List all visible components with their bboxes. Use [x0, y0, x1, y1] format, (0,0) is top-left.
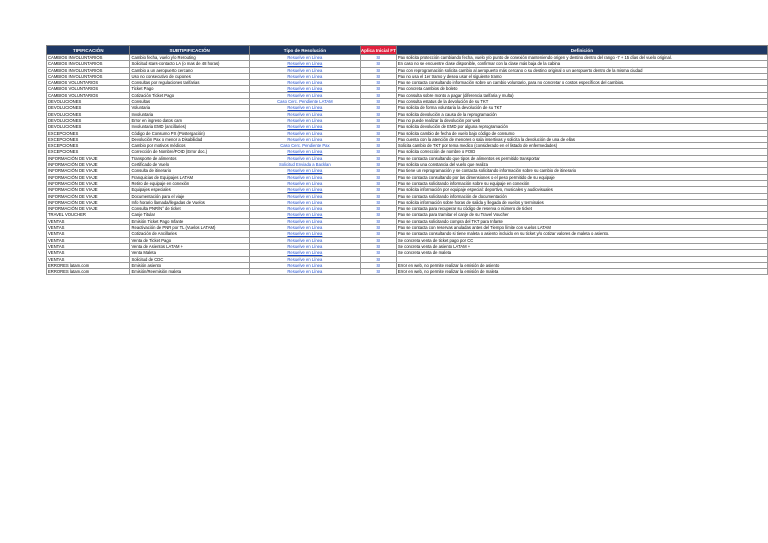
cell-tipificacion[interactable]: CAMBIOS VOLUNTARIOS — [47, 80, 130, 86]
cell-definicion[interactable]: Error en web, no permite realizar la emisión de maleta — [396, 269, 767, 275]
cell-aplica-inicial[interactable]: SI — [360, 269, 396, 275]
cell-aplica-inicial[interactable]: SI — [360, 206, 396, 212]
cell-aplica-inicial[interactable]: SI — [360, 86, 396, 92]
cell-tipificacion[interactable]: CAMBIOS VOLUNTARIOS — [47, 92, 130, 98]
cell-subtipificacion[interactable]: Cotización de Ancillaries — [130, 231, 249, 237]
cell-tipo-resolucion[interactable]: Resuelve en Línea — [249, 86, 360, 92]
cell-tipificacion[interactable]: DEVOLUCIONES — [47, 111, 130, 117]
cell-tipificacion[interactable]: INFORMACIÓN DE VIAJE — [47, 193, 130, 199]
cell-aplica-inicial[interactable]: SI — [360, 262, 396, 268]
cell-tipificacion[interactable]: EXCEPCIONES — [47, 130, 130, 136]
cell-subtipificacion[interactable]: Involuntaria — [130, 111, 249, 117]
cell-tipificacion[interactable]: CAMBIOS VOLUNTARIOS — [47, 86, 130, 92]
header-tipificacion[interactable]: TIPIFICACIÓN — [47, 46, 130, 55]
cell-tipificacion[interactable]: EXCEPCIONES — [47, 149, 130, 155]
cell-aplica-inicial[interactable]: SI — [360, 174, 396, 180]
cell-aplica-inicial[interactable]: SI — [360, 124, 396, 130]
cell-definicion[interactable]: Pax se contacta solicitando información sobre su equipaje en conexión — [396, 180, 767, 186]
cell-tipo-resolucion[interactable]: Resuelve en Línea — [249, 256, 360, 262]
cell-tipo-resolucion[interactable]: Resuelve en Línea — [249, 61, 360, 67]
table-body — [47, 55, 768, 275]
cell-definicion[interactable]: Pax se contacta consultando información sobre un cambio voluntario, para no concretar o costos específicos del cambios. — [396, 80, 767, 86]
cell-aplica-inicial[interactable]: SI — [360, 237, 396, 243]
cell-tipo-resolucion[interactable]: Caso Cerc. Pendiente LATAM — [249, 99, 360, 105]
cell-tipificacion[interactable]: INFORMACIÓN DE VIAJE — [47, 206, 130, 212]
cell-tipo-resolucion[interactable]: Resuelve en Línea — [249, 55, 360, 61]
cell-subtipificacion[interactable]: Código de Consumo PX (Postergación) — [130, 130, 249, 136]
cell-tipificacion[interactable]: DEVOLUCIONES — [47, 117, 130, 123]
cell-tipo-resolucion[interactable]: Caso Cerc. Pendiente Pax — [249, 143, 360, 149]
cell-aplica-inicial[interactable]: SI — [360, 225, 396, 231]
cell-aplica-inicial[interactable]: SI — [360, 130, 396, 136]
cell-aplica-inicial[interactable]: SI — [360, 218, 396, 224]
cell-aplica-inicial[interactable]: SI — [360, 67, 396, 73]
cell-subtipificacion[interactable]: Certificado de Vuelo — [130, 162, 249, 168]
cell-definicion[interactable]: Pax se contacta consultando si tiene maleta o asiento incluido en su ticket y/o cotizar valores de maleta o asiento. — [396, 231, 767, 237]
cell-definicion[interactable]: Pax no usa el 1er tramo y desea usar el siguiente tramo — [396, 73, 767, 79]
cell-aplica-inicial[interactable]: SI — [360, 250, 396, 256]
cell-tipo-resolucion[interactable]: Resuelve en Línea — [249, 187, 360, 193]
cell-tipo-resolucion[interactable]: Resuelve en Línea — [249, 262, 360, 268]
cell-subtipificacion[interactable]: Documentación para el viaje — [130, 193, 249, 199]
cell-subtipificacion[interactable]: Info horario llamada/llegadas de Vuelos — [130, 199, 249, 205]
cell-subtipificacion[interactable]: Solicitud de CDC — [130, 256, 249, 262]
cell-aplica-inicial[interactable]: SI — [360, 256, 396, 262]
cell-subtipificacion[interactable]: Solicitud stars-contacto LA (o mas de 48 horas) — [130, 61, 249, 67]
header-aplica-inicial[interactable]: Aplica Inicial FT — [360, 47, 396, 53]
cell-definicion[interactable]: Error en web, no permite realizar la emisión de asiento — [396, 262, 767, 268]
cell-aplica-inicial[interactable]: SI — [360, 187, 396, 193]
cell-subtipificacion[interactable]: Transporte de alimentos — [130, 155, 249, 161]
cell-tipo-resolucion[interactable]: Resuelve en Línea — [249, 206, 360, 212]
cell-tipo-resolucion[interactable]: Resuelve en Línea — [249, 117, 360, 123]
cell-aplica-inicial[interactable]: SI — [360, 105, 396, 111]
cell-definicion[interactable]: Pax se contacta solicitando información de documentación — [396, 193, 767, 199]
cell-subtipificacion[interactable]: Emisión/Reemisión maleta — [130, 269, 249, 275]
cell-aplica-inicial[interactable]: SI — [360, 193, 396, 199]
cell-aplica-inicial[interactable]: SI — [360, 80, 396, 86]
cell-aplica-inicial[interactable]: SI — [360, 73, 396, 79]
cell-subtipificacion[interactable]: Devolución Pax o menor a Disabilidad — [130, 136, 249, 142]
cell-subtipificacion[interactable]: Consultas por regulaciones tarifarias — [130, 80, 249, 86]
cell-definicion[interactable]: Pax solicita información sobre horas de salida y llegada de vuelos y terminales — [396, 199, 767, 205]
header-subtipificacion[interactable]: SUBTIPIFICACIÓN — [130, 46, 249, 55]
cell-tipo-resolucion[interactable]: Resuelve en Línea — [249, 80, 360, 86]
cell-aplica-inicial[interactable]: SI — [360, 136, 396, 142]
cell-definicion[interactable]: Pax solicita protección cambiando fecha, vuelo y/o punto de conexión manteniendo origen y destino dentro del rango -7 + 15 días del vuelo original. — [396, 55, 767, 61]
cell-definicion[interactable]: Pax se contacta para tramitar el canje de su Travel Voucher — [396, 212, 767, 218]
cell-definicion[interactable]: Pax solicita devolución de EMD por alguna reprogramación — [396, 124, 767, 130]
cell-tipo-resolucion[interactable]: Resuelve en Línea — [249, 130, 360, 136]
cell-aplica-inicial[interactable]: SI — [360, 111, 396, 117]
cell-subtipificacion[interactable]: Cambio fecha, vuelo y/o Rerouting — [130, 55, 249, 61]
cell-tipo-resolucion[interactable]: Resuelve en Línea — [249, 124, 360, 130]
cell-aplica-inicial[interactable]: SI — [360, 231, 396, 237]
cell-tipificacion[interactable]: CAMBIOS INVOLUNTARIOS — [47, 67, 130, 73]
cell-tipo-resolucion[interactable]: Resuelve en Línea — [249, 136, 360, 142]
cell-tipificacion[interactable]: INFORMACIÓN DE VIAJE — [47, 180, 130, 186]
cell-definicion[interactable]: Pax solicita cambio de fecha de vuelo bajo código de consumo — [396, 130, 767, 136]
cell-tipificacion[interactable]: INFORMACIÓN DE VIAJE — [47, 168, 130, 174]
cell-definicion[interactable]: Pax con reprogramación solicita cambio al aeropuerto más cercano o su destino original o un aeropuerto dentro de la misma ciudad — [396, 67, 767, 73]
cell-subtipificacion[interactable]: Venta Maleta — [130, 250, 249, 256]
cell-aplica-inicial[interactable]: SI — [360, 168, 396, 174]
cell-tipo-resolucion[interactable]: Resuelve en Línea — [249, 225, 360, 231]
resolution-table — [46, 45, 768, 275]
cell-aplica-inicial[interactable]: SI — [360, 61, 396, 67]
cell-aplica-inicial[interactable]: SI — [360, 143, 396, 149]
cell-definicion[interactable]: Pax se contacta solicitando compra del TKT para Infante — [396, 218, 767, 224]
cell-subtipificacion[interactable]: Uso no consecutivo de cupones — [130, 73, 249, 79]
cell-tipo-resolucion[interactable]: Resuelve en Línea — [249, 180, 360, 186]
cell-aplica-inicial[interactable]: SI — [360, 162, 396, 168]
cell-subtipificacion[interactable]: Error en ingreso datos cam — [130, 117, 249, 123]
cell-subtipificacion[interactable]: Reactivación de PNR por TL (Vuelos LATAM) — [130, 225, 249, 231]
cell-definicion[interactable]: Pax solicita una constancia del vuelo que realiza — [396, 162, 767, 168]
cell-definicion[interactable]: Pax no puede realizar la devolución por web — [396, 117, 767, 123]
cell-definicion[interactable]: Se concreta venta de maleta — [396, 250, 767, 256]
cell-tipo-resolucion[interactable]: Resuelve en Línea — [249, 237, 360, 243]
cell-tipo-resolucion[interactable]: Resuelve en Línea — [249, 155, 360, 161]
cell-aplica-inicial[interactable]: SI — [360, 55, 396, 61]
cell-tipo-resolucion[interactable]: Resuelve en Línea — [249, 67, 360, 73]
cell-tipificacion[interactable]: VENTAS — [47, 243, 130, 249]
cell-aplica-inicial[interactable]: SI — [360, 180, 396, 186]
cell-tipificacion[interactable]: CAMBIOS INVOLUNTARIOS — [47, 73, 130, 79]
cell-tipificacion[interactable]: VENTAS — [47, 250, 130, 256]
header-tipo-resolucion[interactable]: Tipo de Resolución — [249, 46, 360, 55]
cell-definicion[interactable]: Pax tiene un reprogramación y se contacta solicitando información sobre su cambio de itinerario — [396, 168, 767, 174]
cell-subtipificacion[interactable]: Canje Titular — [130, 212, 249, 218]
cell-tipificacion[interactable]: INFORMACIÓN DE VIAJE — [47, 187, 130, 193]
cell-definicion[interactable]: Pax solicita de forma voluntaria la devolución de su TKT — [396, 105, 767, 111]
cell-tipo-resolucion[interactable]: Resuelve en Línea — [249, 168, 360, 174]
cell-tipo-resolucion[interactable]: Resuelve en Línea — [249, 174, 360, 180]
cell-tipificacion[interactable]: INFORMACIÓN DE VIAJE — [47, 174, 130, 180]
cell-definicion[interactable]: Pax solicita corrección de nombre o FOID — [396, 149, 767, 155]
cell-definicion[interactable]: Se concreta venta de ticket pago por CC — [396, 237, 767, 243]
cell-tipificacion[interactable]: ERRORES latam.com — [47, 269, 130, 275]
cell-subtipificacion[interactable]: Equipajes especiales — [130, 187, 249, 193]
cell-tipo-resolucion[interactable]: Resuelve en Línea — [249, 149, 360, 155]
cell-definicion[interactable]: Solicita cambio de TKT por tema medico (considerado en el listado de enfermedades) — [396, 143, 767, 149]
cell-tipificacion[interactable]: EXCEPCIONES — [47, 136, 130, 142]
table-row — [47, 269, 768, 275]
cell-tipo-resolucion[interactable]: Resuelve en Línea — [249, 231, 360, 237]
cell-subtipificacion[interactable]: Cambio por motivos médicos — [130, 143, 249, 149]
cell-subtipificacion[interactable]: Consulta PNR/N° de ticket — [130, 206, 249, 212]
cell-aplica-inicial[interactable]: SI — [360, 155, 396, 161]
cell-tipificacion[interactable]: CAMBIOS INVOLUNTARIOS — [47, 61, 130, 67]
cell-aplica-inicial[interactable]: SI — [360, 92, 396, 98]
cell-definicion[interactable]: Se concreta venta de asiento LATAM + — [396, 243, 767, 249]
cell-tipificacion[interactable]: EXCEPCIONES — [47, 143, 130, 149]
cell-subtipificacion[interactable]: Retiro de equipaje en conexión — [130, 180, 249, 186]
cell-tipo-resolucion[interactable]: Solicitud Enviada a Backlan — [249, 162, 360, 168]
header-row — [47, 46, 768, 55]
cell-subtipificacion[interactable]: Emisión Ticket Pago Infante — [130, 218, 249, 224]
cell-tipificacion[interactable]: INFORMACIÓN DE VIAJE — [47, 155, 130, 161]
cell-definicion[interactable]: Pax cuenta con la atención de menores o sala insertivas y solicita la devolución de una de ellas — [396, 136, 767, 142]
cell-tipo-resolucion[interactable]: Resuelve en Línea — [249, 111, 360, 117]
cell-tipo-resolucion[interactable]: Resuelve en Línea — [249, 193, 360, 199]
cell-subtipificacion[interactable]: Emisión asiento — [130, 262, 249, 268]
cell-tipo-resolucion[interactable]: Resuelve en Línea — [249, 212, 360, 218]
cell-definicion[interactable]: Pax solicita información por equipaje especial: deportivo, musicales y audiovisuales — [396, 187, 767, 193]
cell-subtipificacion[interactable]: Voluntaria — [130, 105, 249, 111]
cell-aplica-inicial[interactable]: SI — [360, 149, 396, 155]
cell-subtipificacion[interactable]: Venta de Ticket Pago — [130, 237, 249, 243]
cell-tipo-resolucion[interactable]: Resuelve en Línea — [249, 250, 360, 256]
cell-subtipificacion[interactable]: Consulta de itinerario — [130, 168, 249, 174]
cell-aplica-inicial[interactable]: SI — [360, 99, 396, 105]
cell-subtipificacion[interactable]: Involuntaria EMD (ancillaries) — [130, 124, 249, 130]
cell-tipificacion[interactable]: TRAVEL VOUCHER — [47, 212, 130, 218]
cell-tipo-resolucion[interactable]: Resuelve en Línea — [249, 92, 360, 98]
cell-tipo-resolucion[interactable]: Resuelve en Línea — [249, 243, 360, 249]
cell-tipificacion[interactable]: INFORMACIÓN DE VIAJE — [47, 199, 130, 205]
cell-tipificacion[interactable]: VENTAS — [47, 218, 130, 224]
cell-definicion[interactable]: Pax se contacta con reservas anuladas antes del Tiempo límite con vuelos LATAM — [396, 225, 767, 231]
cell-tipo-resolucion[interactable]: Resuelve en Línea — [249, 199, 360, 205]
cell-definicion[interactable]: En caso no se encuentre clase disponible, confirmar con la clase más baja de la cabina — [396, 61, 767, 67]
cell-tipo-resolucion[interactable]: Resuelve en Línea — [249, 105, 360, 111]
cell-aplica-inicial[interactable]: SI — [360, 243, 396, 249]
cell-tipificacion[interactable]: ERRORES latam.com — [47, 262, 130, 268]
cell-definicion[interactable]: Pax concreta cambios de boleto — [396, 86, 767, 92]
cell-subtipificacion[interactable]: Cambio a un aeropuerto cercano — [130, 67, 249, 73]
cell-subtipificacion[interactable]: Consultas — [130, 99, 249, 105]
cell-tipificacion[interactable]: VENTAS — [47, 231, 130, 237]
cell-definicion[interactable]: Pax consulta sobre monto a pagar (diferencia tarifaria y multa) — [396, 92, 767, 98]
cell-definicion[interactable]: Pax consulta estatus de la devolución de su TKT — [396, 99, 767, 105]
cell-subtipificacion[interactable]: Cotización Ticket Pago — [130, 92, 249, 98]
cell-tipificacion[interactable]: VENTAS — [47, 256, 130, 262]
cell-subtipificacion[interactable]: Franquicias de Equipajes LATAM — [130, 174, 249, 180]
cell-definicion[interactable]: Pax solicita devolución a causa de la reprogramación — [396, 111, 767, 117]
cell-tipo-resolucion[interactable]: Resuelve en Línea — [249, 269, 360, 275]
cell-tipificacion[interactable]: CAMBIOS INVOLUNTARIOS — [47, 55, 130, 61]
cell-tipificacion[interactable]: DEVOLUCIONES — [47, 105, 130, 111]
cell-tipo-resolucion[interactable]: Resuelve en Línea — [249, 73, 360, 79]
cell-subtipificacion[interactable]: Corrección de Nombre/FOID (Error doc.) — [130, 149, 249, 155]
cell-tipificacion[interactable]: INFORMACIÓN DE VIAJE — [47, 162, 130, 168]
cell-definicion[interactable]: Pax se contacta consultando por las dimensiones o el peso permitido de su equipaje — [396, 174, 767, 180]
cell-aplica-inicial[interactable]: SI — [360, 117, 396, 123]
header-definicion[interactable]: Definición — [396, 46, 767, 55]
cell-tipificacion[interactable]: VENTAS — [47, 237, 130, 243]
cell-tipificacion[interactable]: DEVOLUCIONES — [47, 124, 130, 130]
cell-subtipificacion[interactable]: Venta de Asientos LATAM + — [130, 243, 249, 249]
cell-aplica-inicial[interactable]: SI — [360, 212, 396, 218]
table-row — [47, 55, 768, 61]
cell-subtipificacion[interactable]: Ticket Pago — [130, 86, 249, 92]
cell-definicion[interactable]: Pax se contacta consultando que tipos de alimentos es permitido transportar — [396, 155, 767, 161]
cell-tipificacion[interactable]: VENTAS — [47, 225, 130, 231]
cell-aplica-inicial[interactable]: SI — [360, 199, 396, 205]
cell-definicion[interactable]: Pax se contacta para recuperar su código de reserva o número de ticket — [396, 206, 767, 212]
cell-tipificacion[interactable]: DEVOLUCIONES — [47, 99, 130, 105]
cell-tipo-resolucion[interactable]: Resuelve en Línea — [249, 218, 360, 224]
